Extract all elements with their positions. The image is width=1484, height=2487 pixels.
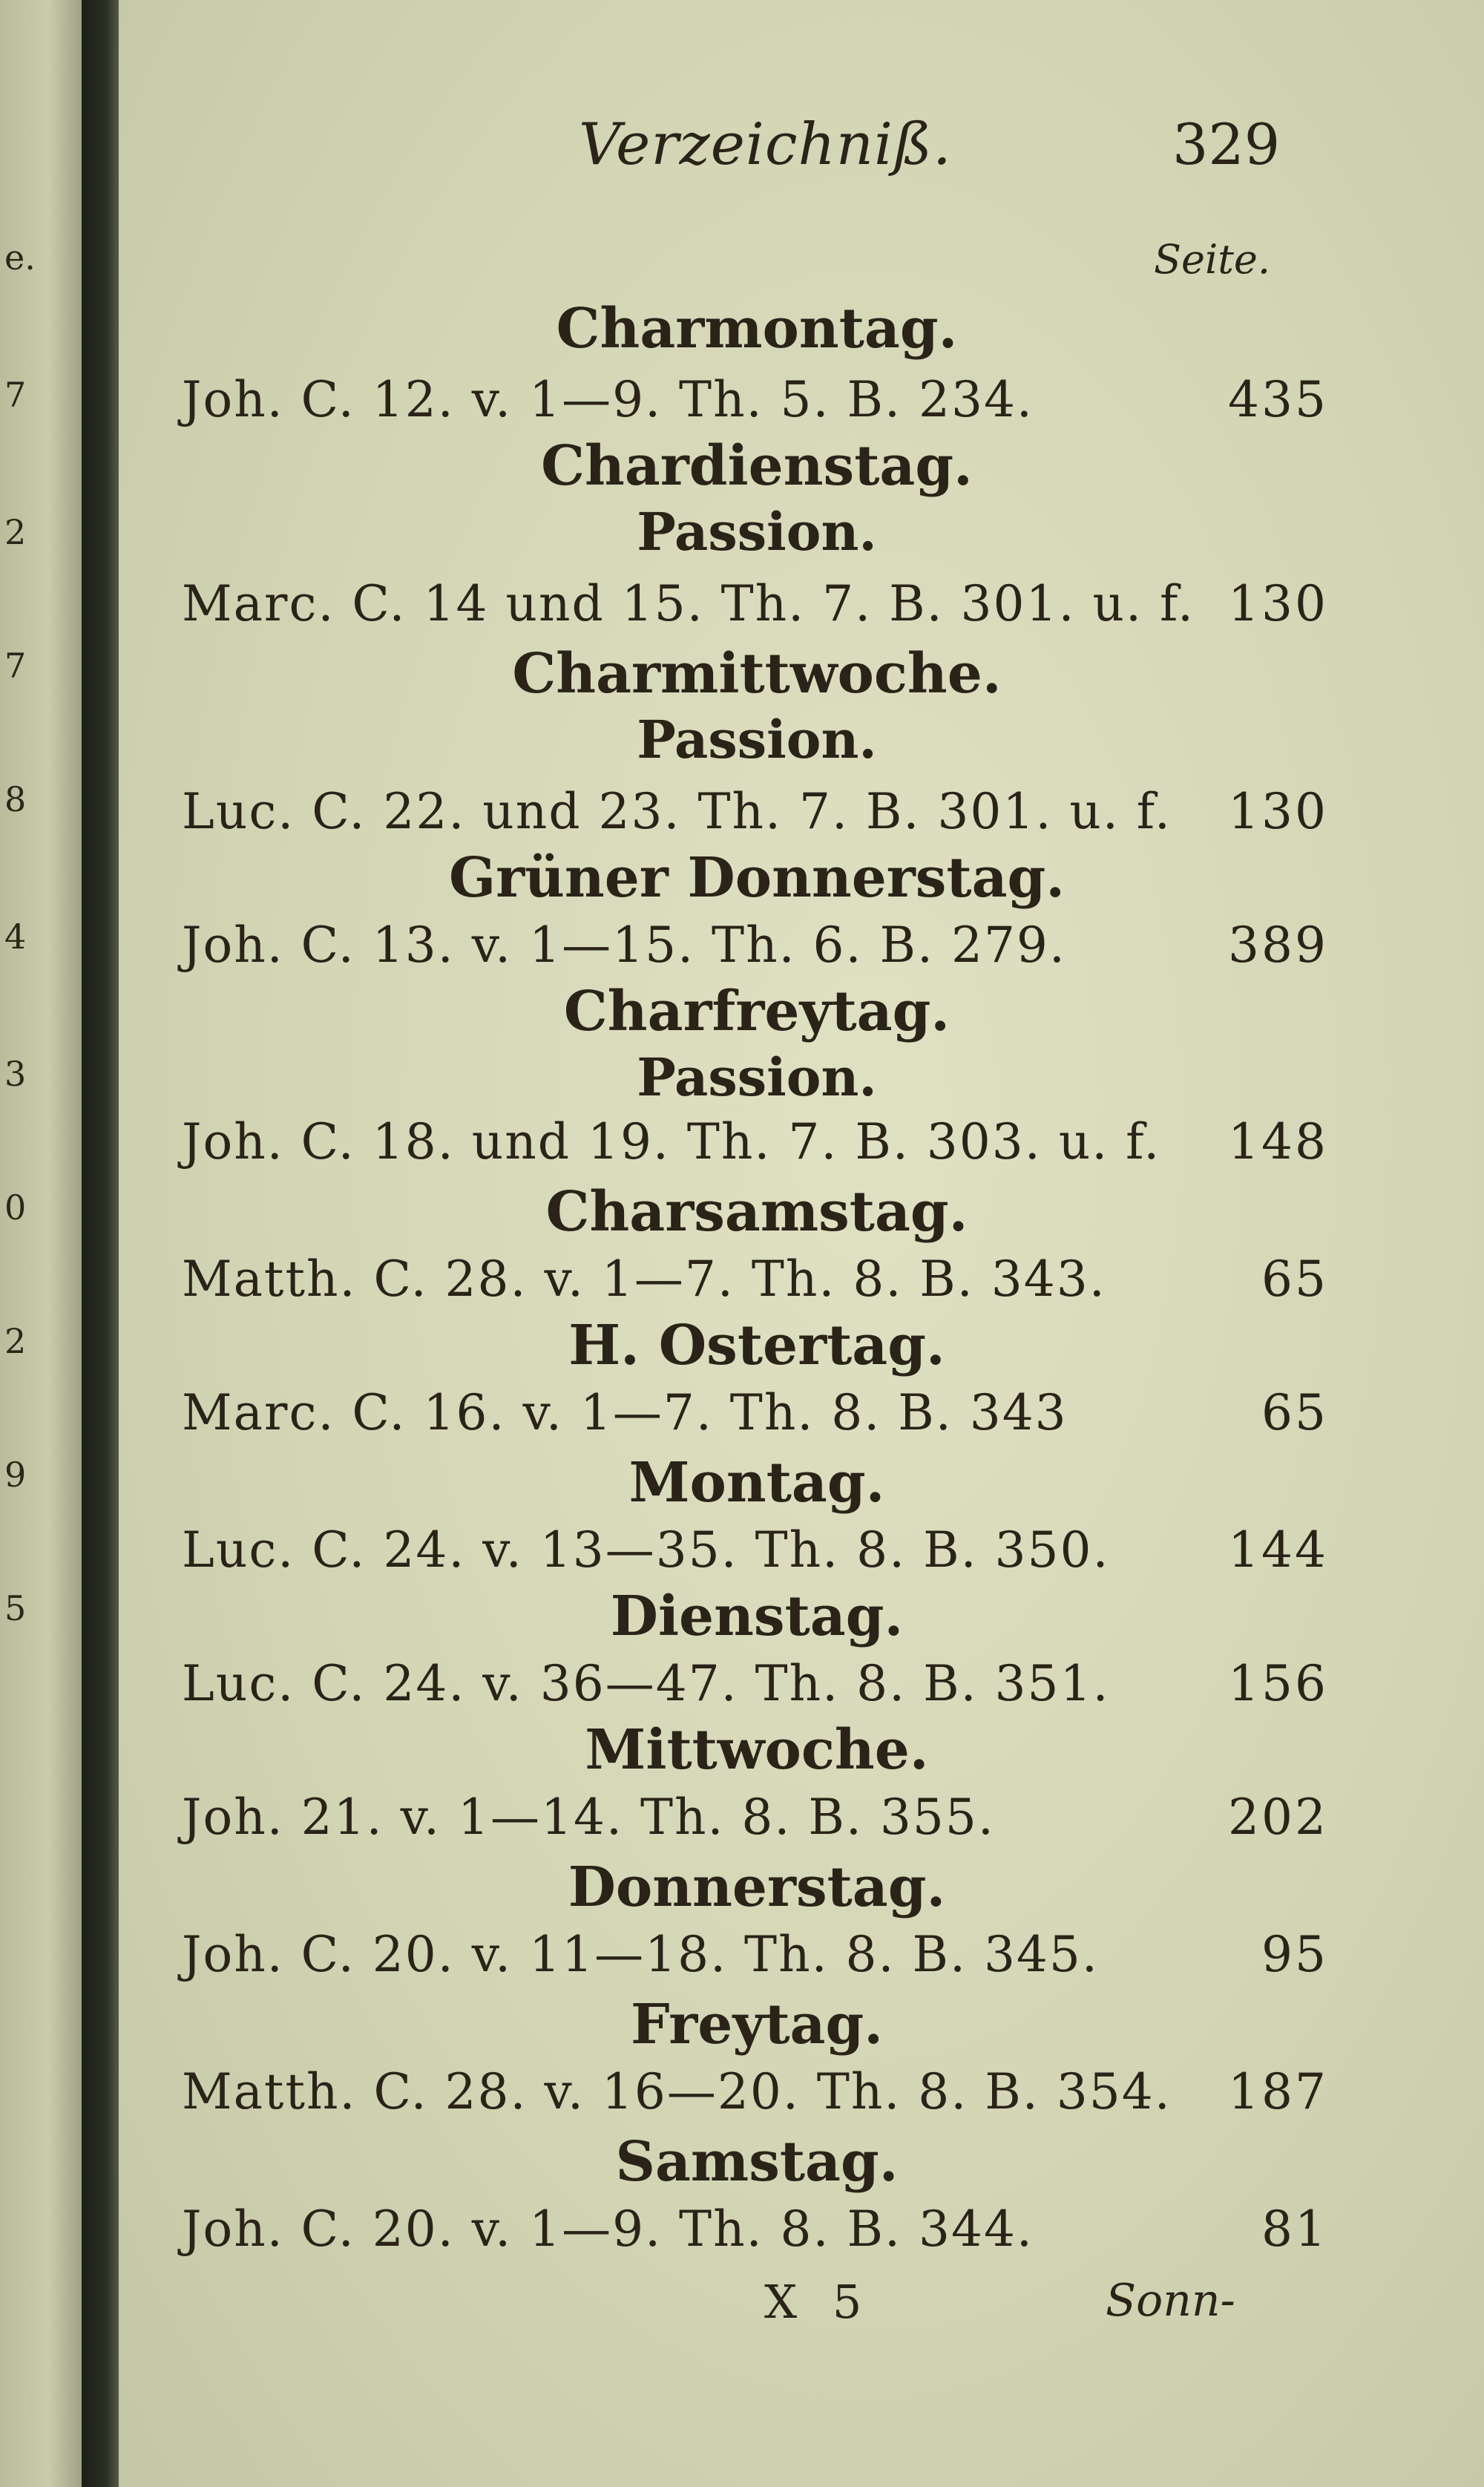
left-margin-char: 5: [4, 1588, 27, 1628]
entry-reference: Luc. C. 24. v. 36—47. Th. 8. B. 351.: [182, 1655, 1110, 1712]
entry-reference: Joh. C. 12. v. 1—9. Th. 5. B. 234.: [182, 371, 1034, 428]
entry-page: 435: [1228, 371, 1328, 428]
entry-reference: Joh. C. 20. v. 1—9. Th. 8. B. 344.: [182, 2201, 1034, 2258]
entry-reference: Joh. C. 18. und 19. Th. 7. B. 303. u. f.: [182, 1113, 1161, 1170]
entry-heading: Charfreytag.: [563, 980, 951, 1043]
left-margin-char: 8: [4, 779, 27, 819]
entry-heading: Charmittwoche.: [512, 642, 1002, 706]
entry-page: 148: [1228, 1113, 1328, 1170]
page-number: 329: [1172, 111, 1281, 177]
running-header: Verzeichniß.: [579, 111, 952, 178]
entry-page: 389: [1228, 917, 1328, 974]
entry-page: 187: [1228, 2063, 1328, 2120]
right-page: [119, 0, 1484, 2487]
entry-page: 95: [1261, 1926, 1328, 1983]
entry-heading: Chardienstag.: [541, 434, 973, 498]
entry-page: 144: [1228, 1521, 1328, 1579]
left-margin-char: 3: [4, 1054, 27, 1094]
entry-reference: Matth. C. 28. v. 1—7. Th. 8. B. 343.: [182, 1251, 1106, 1308]
entry-reference: Marc. C. 16. v. 1—7. Th. 8. B. 343: [182, 1384, 1068, 1441]
entry-page: 130: [1228, 575, 1328, 632]
left-margin-char: 9: [4, 1455, 27, 1495]
entry-heading: Charmontag.: [556, 297, 958, 361]
entry-subheading: Passion.: [637, 1046, 877, 1108]
column-header: Seite.: [1154, 236, 1271, 283]
signature-mark: X 5: [764, 2275, 873, 2329]
entry-page: 65: [1261, 1384, 1328, 1441]
left-margin-char: 2: [4, 512, 27, 552]
entry-reference: Joh. C. 13. v. 1—15. Th. 6. B. 279.: [182, 917, 1066, 974]
entry-reference: Marc. C. 14 und 15. Th. 7. B. 301. u. f.: [182, 575, 1195, 632]
entry-heading: Freytag.: [631, 1993, 883, 2057]
catchword: Sonn-: [1106, 2275, 1235, 2327]
entry-reference: Matth. C. 28. v. 16—20. Th. 8. B. 354.: [182, 2063, 1172, 2120]
entry-reference: Joh. 21. v. 1—14. Th. 8. B. 355.: [182, 1789, 995, 1846]
entry-heading: H. Ostertag.: [568, 1314, 945, 1377]
entry-page: 130: [1228, 783, 1328, 840]
entry-heading: Montag.: [628, 1451, 885, 1515]
left-page-edge: [0, 0, 82, 2487]
entry-page: 65: [1261, 1251, 1328, 1308]
entry-reference: Luc. C. 22. und 23. Th. 7. B. 301. u. f.: [182, 783, 1172, 840]
left-margin-char: 4: [4, 917, 27, 957]
entry-reference: Luc. C. 24. v. 13—35. Th. 8. B. 350.: [182, 1521, 1110, 1579]
left-margin-char: 7: [4, 375, 27, 415]
left-margin-char: 2: [4, 1321, 27, 1361]
entry-heading: Charsamstag.: [545, 1180, 968, 1244]
entry-heading: Samstag.: [615, 2130, 899, 2194]
entry-heading: Dienstag.: [610, 1585, 904, 1648]
entry-page: 81: [1261, 2201, 1328, 2258]
entry-heading: Donnerstag.: [568, 1855, 946, 1919]
left-margin-char: 7: [4, 646, 27, 686]
entry-reference: Joh. C. 20. v. 11—18. Th. 8. B. 345.: [182, 1926, 1099, 1983]
left-margin-char: 0: [4, 1187, 27, 1228]
entry-page: 156: [1228, 1655, 1328, 1712]
entry-heading: Mittwoche.: [585, 1718, 929, 1782]
entry-subheading: Passion.: [637, 501, 877, 563]
left-margin-char: e.: [4, 237, 36, 278]
entry-page: 202: [1228, 1789, 1328, 1846]
entry-subheading: Passion.: [637, 709, 877, 770]
entry-heading: Grüner Donnerstag.: [448, 846, 1066, 910]
